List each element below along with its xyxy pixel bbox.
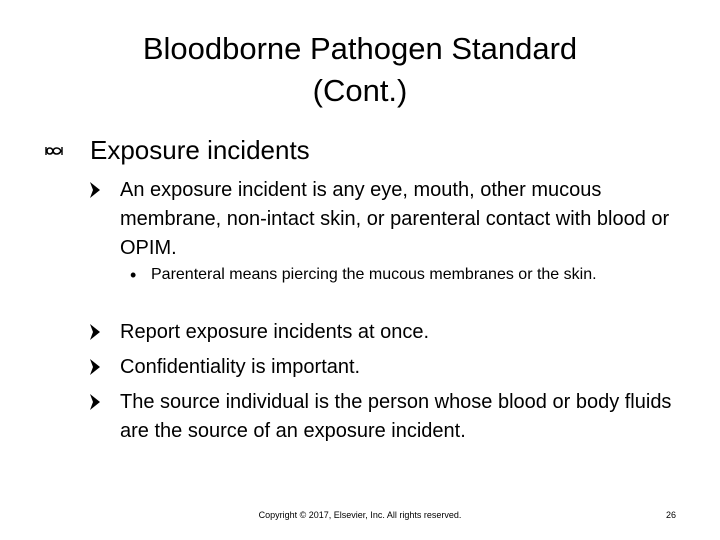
slide-title — [60, 28, 660, 112]
title-line-2: (Cont.) — [312, 73, 408, 108]
dot-bullet: • — [130, 265, 137, 285]
bullet-level2-text: The source individual is the person whose blood or body fluids are the source of an exposure incident. — [120, 391, 672, 442]
bullet-level2-text: Confidentiality is important. — [120, 356, 361, 378]
page-number: 26 — [665, 510, 676, 520]
scroll-bullet-icon — [44, 141, 64, 161]
copyright-notice: Copyright © 2017, Elsevier, Inc. All rights reserved. — [258, 510, 462, 520]
bullet-level1-text: Exposure incidents — [90, 135, 310, 165]
title-line-1: Bloodborne Pathogen Standard — [142, 31, 578, 66]
bullet-level2-text: Report exposure incidents at once. — [120, 321, 430, 343]
arrowhead-bullet-icon — [88, 323, 102, 341]
arrowhead-bullet-icon — [88, 358, 102, 376]
arrowhead-bullet-icon — [88, 181, 102, 199]
bullet-level2-text: An exposure incident is any eye, mouth, other mucous membrane, non-intact skin, or parenteral contact with blood or OPIM. — [120, 179, 670, 259]
bullet-level3-text: Parenteral means piercing the mucous membranes or the skin. — [151, 266, 597, 283]
arrowhead-bullet-icon — [88, 393, 102, 411]
